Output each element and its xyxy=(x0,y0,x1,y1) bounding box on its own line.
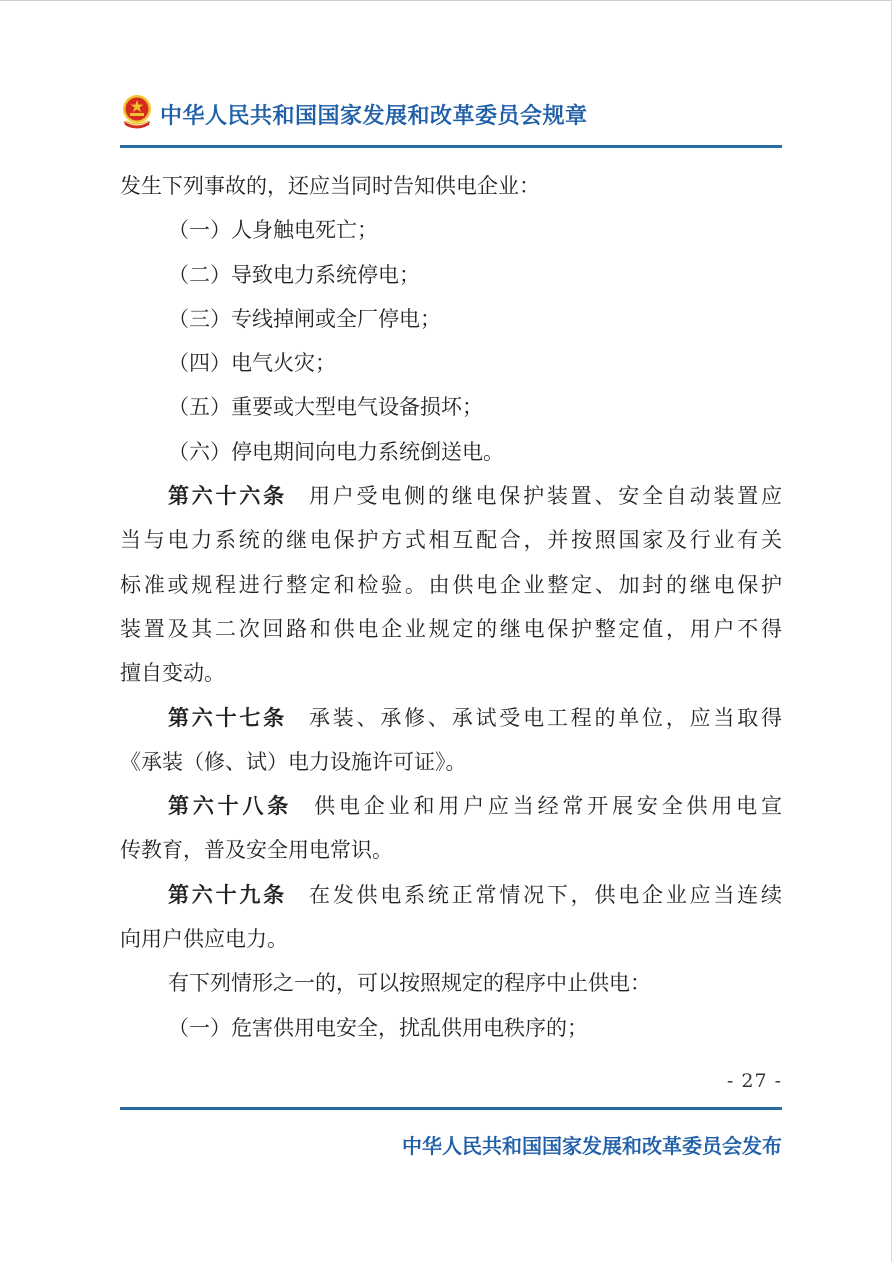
footer-rule xyxy=(120,1107,782,1110)
article-69-label: 第六十九条 xyxy=(168,882,287,907)
article-67-line: 《承装（修、试）电力设施许可证》。 xyxy=(120,749,467,774)
article-67-first-line xyxy=(120,696,782,740)
header-title: 中华人民共和国国家发展和改革委员会规章 xyxy=(160,104,588,129)
article-69-text: 在发供电系统正常情况下，供电企业应当连续 xyxy=(308,882,783,907)
article-69-item: （一）危害供用电安全，扰乱供用电秩序的； xyxy=(168,1015,588,1040)
article-68-text: 供电企业和用户应当经常开展安全供用电宣 xyxy=(314,794,783,819)
header-rule xyxy=(120,145,782,148)
article-66-first-line xyxy=(120,474,782,518)
article-69-paragraph: 有下列情形之一的，可以按照规定的程序中止供电： xyxy=(168,971,651,996)
article-66-label: 第六十六条 xyxy=(168,484,287,509)
article-67-text: 承装、承修、承试受电工程的单位，应当取得 xyxy=(308,705,783,730)
page-edge-top xyxy=(0,0,892,1)
continuation-line: 发生下列事故的，还应当同时告知供电企业： xyxy=(120,174,540,198)
document-body xyxy=(120,164,782,1050)
article-69-line: 向用户供应电力。 xyxy=(120,927,288,952)
national-emblem-icon xyxy=(120,94,154,130)
accident-item: （六）停电期间向电力系统倒送电。 xyxy=(168,439,504,464)
article-66-text: 用户受电侧的继电保护装置、安全自动装置应 xyxy=(308,484,783,509)
article-68-label: 第六十八条 xyxy=(168,794,293,819)
article-66-line: 标准或规程进行整定和检验。由供电企业整定、加封的继电保护 xyxy=(120,572,782,597)
article-69-first-line xyxy=(120,873,782,917)
article-67-label: 第六十七条 xyxy=(168,705,287,730)
accident-item: （三）专线掉闸或全厂停电； xyxy=(168,306,441,331)
article-66-line: 当与电力系统的继电保护方式相互配合，并按照国家及行业有关 xyxy=(120,528,782,553)
article-68-first-line xyxy=(120,784,782,828)
article-66-line: 装置及其二次回路和供电企业规定的继电保护整定值，用户不得 xyxy=(120,616,782,641)
accident-item: （一）人身触电死亡； xyxy=(168,218,378,243)
page-number: - 27 - xyxy=(726,1070,782,1092)
article-66-line: 擅自变动。 xyxy=(120,661,225,686)
footer-publisher: 中华人民共和国国家发展和改革委员会发布 xyxy=(402,1134,782,1158)
document-header xyxy=(120,94,782,134)
accident-item: （四）电气火灾； xyxy=(168,351,336,376)
accident-item: （五）重要或大型电气设备损坏； xyxy=(168,395,483,420)
accident-item: （二）导致电力系统停电； xyxy=(168,262,420,287)
article-68-line: 传教育，普及安全用电常识。 xyxy=(120,838,393,863)
